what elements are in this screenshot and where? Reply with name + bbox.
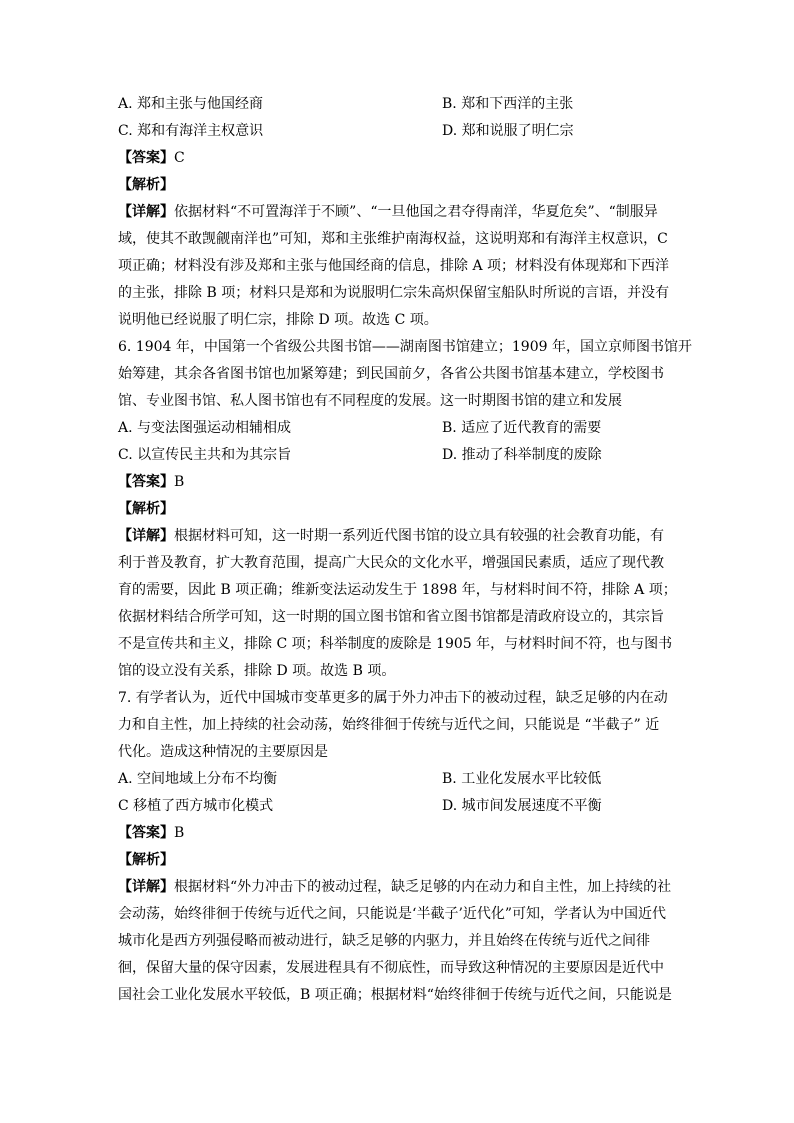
q7-analysis-tag: 【解析】 [118,852,174,868]
q7-answer [118,820,678,847]
q7-stem-line: 代化。造成这种情况的主要原因是 [118,744,328,760]
q7-option-c: C 移植了西方城市化模式 [118,798,274,814]
q6-option-a: A. 与变法图强运动相辅相成 [118,420,292,436]
q5-detail-line: 域，使其不敢觊觎南洋也”可知，郑和主张维护南海权益，这说明郑和有海洋主权意识，C [118,231,668,247]
q6-detail-line: 育的需要，因此 B 项正确；维新变法运动发生于 1898 年，与材料时间不符，排除 A 项； [118,582,677,598]
q6-option-b: B. 适应了近代教育的需要 [442,420,602,436]
detail-text: 根据材料可知，这一时期一系列近代图书馆的设立具有较强的社会教育功能，有 [174,528,664,544]
detail-tag: 【详解】 [118,204,174,220]
q5-detail-line [118,199,678,226]
q5-option-c: C. 郑和有海洋主权意识 [118,123,264,139]
q7-detail-line: 国社会工业化发展水平较低，B 项正确；根据材料“始终徘徊于传统与近代之间，只能说是 [118,987,672,1003]
detail-tag: 【详解】 [118,528,174,544]
q6-stem-line: 6. 1904 年，中国第一个省级公共图书馆——湖南图书馆建立；1909 年，国立京师图书馆开 [118,339,692,355]
answer-tag: 【答案】 [118,825,174,841]
q5-option-a: A. 郑和主张与他国经商 [118,96,264,112]
q6-stem-line: 始筹建，其余各省图书馆也加紧筹建；到民国前夕，各省公共图书馆基本建立，学校图书 [118,366,664,382]
detail-text: 根据材料“外力冲击下的被动过程，缺乏足够的内在动力和自主性，加上持续的社 [174,879,672,895]
q5-detail-line: 的主张，排除 B 项；材料只是郑和为说服明仁宗朱高炽保留宝船队时所说的言语，并没有 [118,285,670,301]
detail-tag: 【详解】 [118,879,174,895]
q7-detail-line: 徊，保留大量的保守因素，发展进程具有不彻底性，而导致这种情况的主要原因是近代中 [118,960,664,976]
q5-option-b: B. 郑和下西洋的主张 [442,96,574,112]
q6-stem-line: 馆、专业图书馆、私人图书馆也有不同程度的发展。这一时期图书馆的建立和发展 [118,393,622,409]
q6-detail-line [118,523,678,550]
q6-analysis-tag: 【解析】 [118,501,174,517]
q5-detail-line: 项正确；材料没有涉及郑和主张与他国经商的信息，排除 A 项；材料没有体现郑和下西洋 [118,258,670,274]
q6-option-c: C. 以宣传民主共和为其宗旨 [118,447,292,463]
q7-detail-line: 会动荡，始终徘徊于传统与近代之间，只能说是‘半截子’近代化”可知，学者认为中国近代 [118,906,667,922]
q7-stem-line: 7. 有学者认为，近代中国城市变革更多的属于外力冲击下的被动过程，缺乏足够的内在动 [118,690,668,706]
q5-detail-line: 说明他已经说服了明仁宗，排除 D 项。故选 C 项。 [118,312,438,328]
document-page [118,91,692,1009]
answer-value: B [174,474,185,490]
q7-option-d: D. 城市间发展速度不平衡 [442,798,602,814]
q5-options-row-1 [118,91,678,118]
q7-options-row-1 [118,766,678,793]
q5-analysis-tag: 【解析】 [118,177,174,193]
q6-detail-line: 不是宣传共和主义，排除 C 项；科举制度的废除是 1905 年，与材料时间不符，也与图书 [118,636,673,652]
q6-detail-line: 馆的设立没有关系，排除 D 项。故选 B 项。 [118,663,396,679]
q6-detail-line: 依据材料结合所学可知，这一时期的国立图书馆和省立图书馆都是清政府设立的，其宗旨 [118,609,664,625]
q6-detail-line: 利于普及教育，扩大教育范围，提高广大民众的文化水平，增强国民素质，适应了现代教 [118,555,664,571]
q6-options-row-2 [118,442,678,469]
q5-options-row-2 [118,118,678,145]
answer-tag: 【答案】 [118,150,174,166]
q7-option-b: B. 工业化发展水平比较低 [442,771,602,787]
answer-value: C [174,150,185,166]
q7-option-a: A. 空间地域上分布不均衡 [118,771,278,787]
q5-answer [118,145,678,172]
detail-text: 依据材料“不可置海洋于不顾”、“一旦他国之君夺得南洋，华夏危矣”、“制服异 [174,204,658,220]
q5-option-d: D. 郑和说服了明仁宗 [442,123,574,139]
q7-detail-line: 城市化是西方列强侵略而被动进行，缺乏足够的内驱力，并且始终在传统与近代之间徘 [118,933,650,949]
q6-options-row-1 [118,415,678,442]
q7-stem-line: 力和自主性，加上持续的社会动荡，始终徘徊于传统与近代之间，只能说是 “半截子” 近 [118,717,660,733]
q7-options-row-2 [118,793,678,820]
answer-tag: 【答案】 [118,474,174,490]
answer-value: B [174,825,185,841]
q6-option-d: D. 推动了科举制度的废除 [442,447,602,463]
q7-detail-line [118,874,678,901]
q6-answer [118,469,678,496]
